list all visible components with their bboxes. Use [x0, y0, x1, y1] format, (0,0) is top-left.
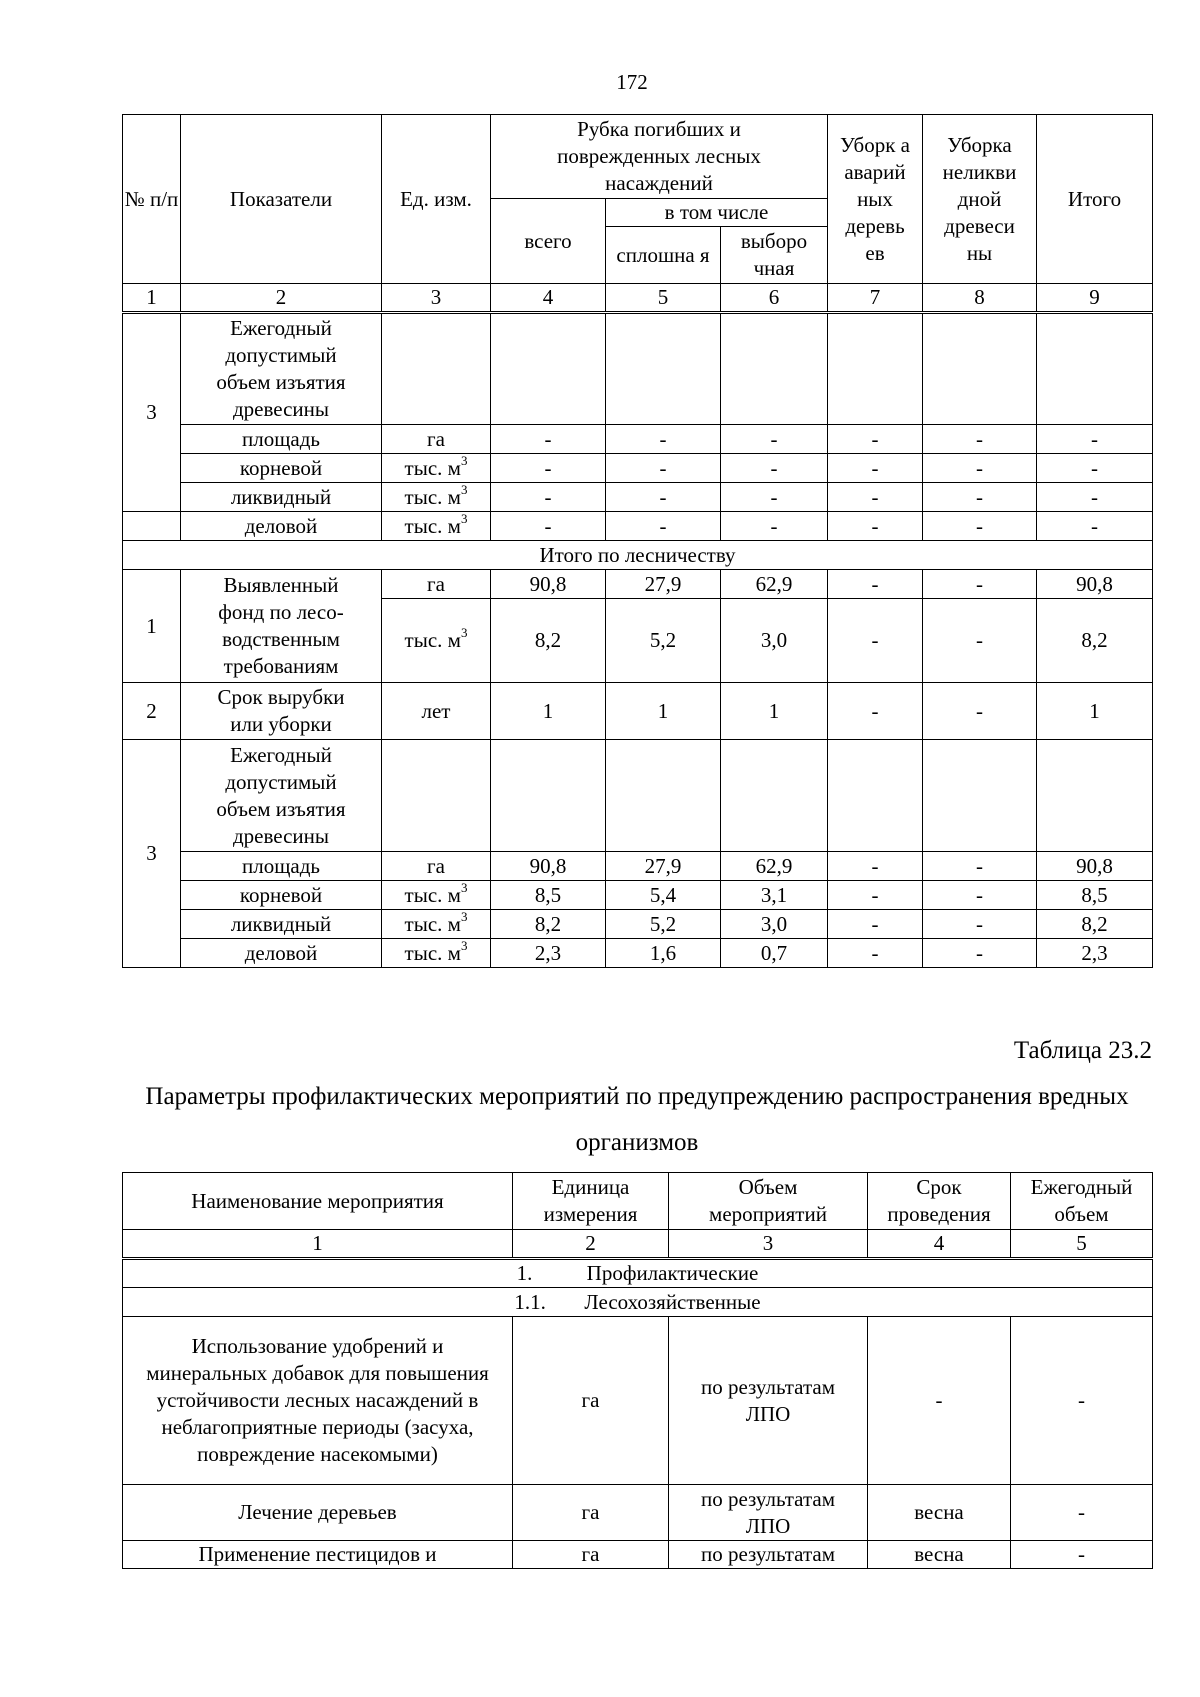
cell: 62,9: [721, 570, 828, 599]
section-label: Профилактические: [586, 1261, 759, 1285]
cell: 8,5: [1037, 881, 1153, 910]
col-number: 5: [1011, 1230, 1153, 1259]
measure-term: весна: [868, 1541, 1011, 1569]
header-indicators: Показатели: [181, 115, 382, 284]
header-unit: Единица измерения: [513, 1173, 669, 1230]
col-number: 5: [606, 284, 721, 313]
measure-volume: по результатам ЛПО: [669, 1317, 868, 1485]
measure-unit: га: [513, 1541, 669, 1569]
col-number: 3: [669, 1230, 868, 1259]
cell: 1: [1037, 683, 1153, 740]
measure-unit: га: [513, 1485, 669, 1541]
measure-annual: -: [1011, 1485, 1153, 1541]
measure-term: -: [868, 1317, 1011, 1485]
header-including: в том числе: [606, 199, 828, 227]
cell: 8,2: [1037, 599, 1153, 683]
cell: -: [721, 512, 828, 541]
cell: -: [923, 599, 1037, 683]
row-title: Ежегодный допустимый объем изъятия древесины: [181, 740, 382, 852]
cell: -: [923, 683, 1037, 740]
row-unit: тыс. $м^3$: [382, 512, 491, 541]
cell: -: [828, 454, 923, 483]
header-clear: сплошна я: [606, 227, 721, 284]
cell: 8,2: [491, 599, 606, 683]
cell: 3,0: [721, 910, 828, 939]
col-number: 7: [828, 284, 923, 313]
cell: -: [606, 483, 721, 512]
measure-volume: по результатам ЛПО: [669, 1485, 868, 1541]
cell: -: [828, 425, 923, 454]
col-number: 6: [721, 284, 828, 313]
row-name: Срок вырубки или уборки: [181, 683, 382, 740]
header-selective: выборо чная: [721, 227, 828, 284]
header-num: № п/п: [123, 115, 181, 284]
cell: 3,0: [721, 599, 828, 683]
cell: -: [606, 425, 721, 454]
col-number: 9: [1037, 284, 1153, 313]
cell: -: [828, 683, 923, 740]
row-name: ликвидный: [181, 910, 382, 939]
cell: -: [828, 599, 923, 683]
header-term: Срок проведения: [868, 1173, 1011, 1230]
row-number: 3: [123, 313, 181, 512]
section-total-heading: Итого по лесничеству: [123, 541, 1153, 570]
cell: -: [923, 910, 1037, 939]
cell: 8,5: [491, 881, 606, 910]
col-number: 4: [868, 1230, 1011, 1259]
cell: 8,2: [491, 910, 606, 939]
cell: -: [828, 910, 923, 939]
section-number: 1.: [516, 1261, 533, 1285]
cell: 1: [606, 683, 721, 740]
row-unit: тыс. $м^3$: [382, 881, 491, 910]
cell: 90,8: [1037, 852, 1153, 881]
measure-annual: -: [1011, 1541, 1153, 1569]
cell: -: [721, 425, 828, 454]
cell: 90,8: [1037, 570, 1153, 599]
row-name: площадь: [181, 852, 382, 881]
cell: -: [491, 425, 606, 454]
col-number: 2: [181, 284, 382, 313]
cell: -: [1037, 483, 1153, 512]
header-itogo: Итого: [1037, 115, 1153, 284]
row-name: корневой: [181, 454, 382, 483]
table-caption: Таблица 23.2: [1013, 1037, 1152, 1064]
row-name: корневой: [181, 881, 382, 910]
cell: -: [606, 512, 721, 541]
cell: -: [923, 939, 1037, 968]
cell: 2,3: [491, 939, 606, 968]
page-number: 172: [616, 70, 648, 94]
row-unit: тыс. $м^3$: [382, 454, 491, 483]
measure-term: весна: [868, 1485, 1011, 1541]
cell: -: [721, 483, 828, 512]
cell: -: [1037, 454, 1153, 483]
cell: 0,7: [721, 939, 828, 968]
cell: -: [923, 483, 1037, 512]
subsection-label: Лесохозяйственные: [584, 1289, 761, 1314]
cell: 3,1: [721, 881, 828, 910]
header-volume: Объем мероприятий: [669, 1173, 868, 1230]
header-annual: Ежегодный объем: [1011, 1173, 1153, 1230]
header-emergency: Уборк а аварий ных деревь ев: [828, 115, 923, 284]
cell: -: [1037, 425, 1153, 454]
col-number: 2: [513, 1230, 669, 1259]
row-unit: тыс. $м^3$: [382, 483, 491, 512]
row-name: ликвидный: [181, 483, 382, 512]
header-total-cut: всего: [491, 199, 606, 284]
cell: -: [923, 570, 1037, 599]
cell: -: [923, 425, 1037, 454]
cell: -: [606, 454, 721, 483]
cell: -: [721, 454, 828, 483]
row-number: 1: [123, 570, 181, 683]
cell: 2,3: [1037, 939, 1153, 968]
row-unit: га: [382, 425, 491, 454]
row-number: 3: [123, 740, 181, 968]
subsection-number: 1.1.: [514, 1289, 546, 1314]
measure-name: Применение пестицидов и: [123, 1541, 513, 1569]
cell: -: [828, 852, 923, 881]
cell: -: [923, 852, 1037, 881]
cell: -: [828, 512, 923, 541]
subsection-heading: [123, 1288, 1153, 1317]
cell: -: [491, 483, 606, 512]
measure-unit: га: [513, 1317, 669, 1485]
cell: -: [1037, 512, 1153, 541]
cell: 1: [721, 683, 828, 740]
row-name: деловой: [181, 512, 382, 541]
cell: 90,8: [491, 570, 606, 599]
row-unit: га: [382, 852, 491, 881]
section-heading: [123, 1259, 1153, 1288]
cell: 62,9: [721, 852, 828, 881]
col-number: 1: [123, 284, 181, 313]
cell: 27,9: [606, 852, 721, 881]
cell: 90,8: [491, 852, 606, 881]
header-illiquid: Уборка неликви дной древеси ны: [923, 115, 1037, 284]
row-unit: тыс. $м^3$: [382, 599, 491, 683]
row-unit: тыс. $м^3$: [382, 939, 491, 968]
row-number: 2: [123, 683, 181, 740]
row-unit: тыс. $м^3$: [382, 910, 491, 939]
cell: -: [828, 939, 923, 968]
cell: -: [491, 454, 606, 483]
header-cutting-group: Рубка погибших и поврежденных лесных насаждений: [491, 115, 828, 199]
cell: 8,2: [1037, 910, 1153, 939]
measure-name: Использование удобрений и минеральных добавок для повышения устойчивости лесных насаждений в неблагоприятные периоды (засуха, повреждение насекомыми): [123, 1317, 513, 1485]
cell: 1,6: [606, 939, 721, 968]
measure-name: Лечение деревьев: [123, 1485, 513, 1541]
row-unit: лет: [382, 683, 491, 740]
row-name: Выявленный фонд по лесо-водственным требованиям: [181, 570, 382, 683]
prevention-measures-table: [122, 1172, 1153, 1569]
forest-cutting-table: [122, 114, 1153, 968]
row-name: площадь: [181, 425, 382, 454]
cell: -: [828, 570, 923, 599]
row-unit: га: [382, 570, 491, 599]
cell: 27,9: [606, 570, 721, 599]
col-number: 8: [923, 284, 1037, 313]
col-number: 1: [123, 1230, 513, 1259]
cell: 1: [491, 683, 606, 740]
header-unit: Ед. изм.: [382, 115, 491, 284]
cell: -: [828, 881, 923, 910]
cell: -: [923, 881, 1037, 910]
cell: -: [491, 512, 606, 541]
cell: -: [923, 512, 1037, 541]
header-measure-name: Наименование мероприятия: [123, 1173, 513, 1230]
cell: 5,2: [606, 910, 721, 939]
cell: -: [828, 483, 923, 512]
col-number: 3: [382, 284, 491, 313]
cell: 5,4: [606, 881, 721, 910]
col-number: 4: [491, 284, 606, 313]
row-title: Ежегодный допустимый объем изъятия древесины: [181, 313, 382, 425]
table-title: Параметры профилактических мероприятий по предупреждению распространения вредных организмов: [145, 1083, 1129, 1156]
cell: 5,2: [606, 599, 721, 683]
measure-annual: -: [1011, 1317, 1153, 1485]
cell: -: [923, 454, 1037, 483]
measure-volume: по результатам: [669, 1541, 868, 1569]
row-name: деловой: [181, 939, 382, 968]
